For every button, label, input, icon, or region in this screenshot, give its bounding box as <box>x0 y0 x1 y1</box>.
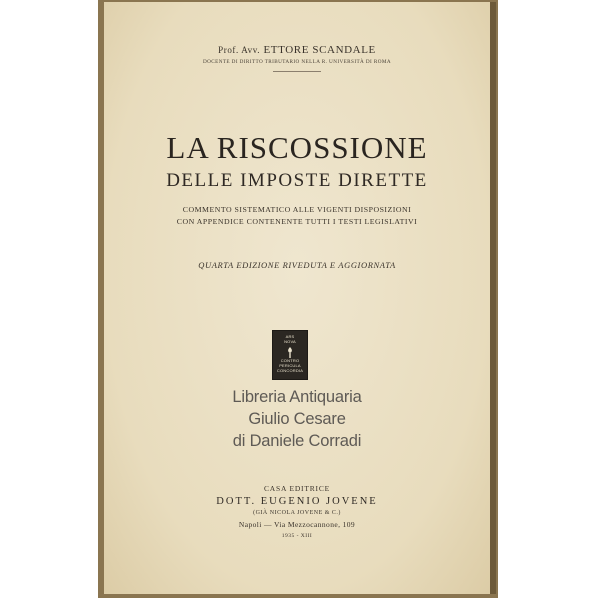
stamp-line-1: Libreria Antiquaria <box>232 388 362 406</box>
logo-line-2: NOVA <box>284 339 296 344</box>
publisher-former: (GIÀ NICOLA JOVENE & C.) <box>253 510 341 516</box>
divider <box>273 71 321 72</box>
logo-line-3: CONTRO <box>280 358 300 363</box>
torch-icon <box>283 346 297 358</box>
publisher-address: Napoli — Via Mezzocannone, 109 <box>238 520 356 529</box>
logo-line-4: PERICULA <box>279 363 301 368</box>
publisher-label: CASA EDITRICE <box>263 484 331 493</box>
author-position: DOCENTE DI DIRITTO TRIBUTARIO NELLA R. UNIVERSITÀ DI ROMA <box>202 59 392 65</box>
publisher-logo-icon <box>272 330 308 380</box>
title-page <box>104 2 490 594</box>
logo-line-1: ARS <box>285 334 295 339</box>
commentary-line-1: COMMENTO SISTEMATICO ALLE VIGENTI DISPOSIZIONI <box>182 205 412 214</box>
publisher-name: DOTT. EUGENIO JOVENE <box>216 496 378 507</box>
stamp-line-2: Giulio Cesare <box>248 410 346 428</box>
page-edge <box>490 2 496 594</box>
author-name: ETTORE SCANDALE <box>263 44 376 56</box>
book-subtitle: DELLE IMPOSTE DIRETTE <box>166 170 428 191</box>
logo-line-5: CONCORDIA <box>276 368 304 373</box>
author-line <box>104 44 490 56</box>
book-title: LA RISCOSSIONE <box>166 130 428 165</box>
commentary-line-2: CON APPENDICE CONTENENTE TUTTI I TESTI LEGISLATIVI <box>176 217 418 226</box>
publication-year: 1935 - XIII <box>281 533 313 539</box>
author-prefix: Prof. Avv. <box>218 45 261 55</box>
stamp-line-3: di Daniele Corradi <box>232 432 362 450</box>
edition-note: QUARTA EDIZIONE RIVEDUTA E AGGIORNATA <box>198 260 396 270</box>
